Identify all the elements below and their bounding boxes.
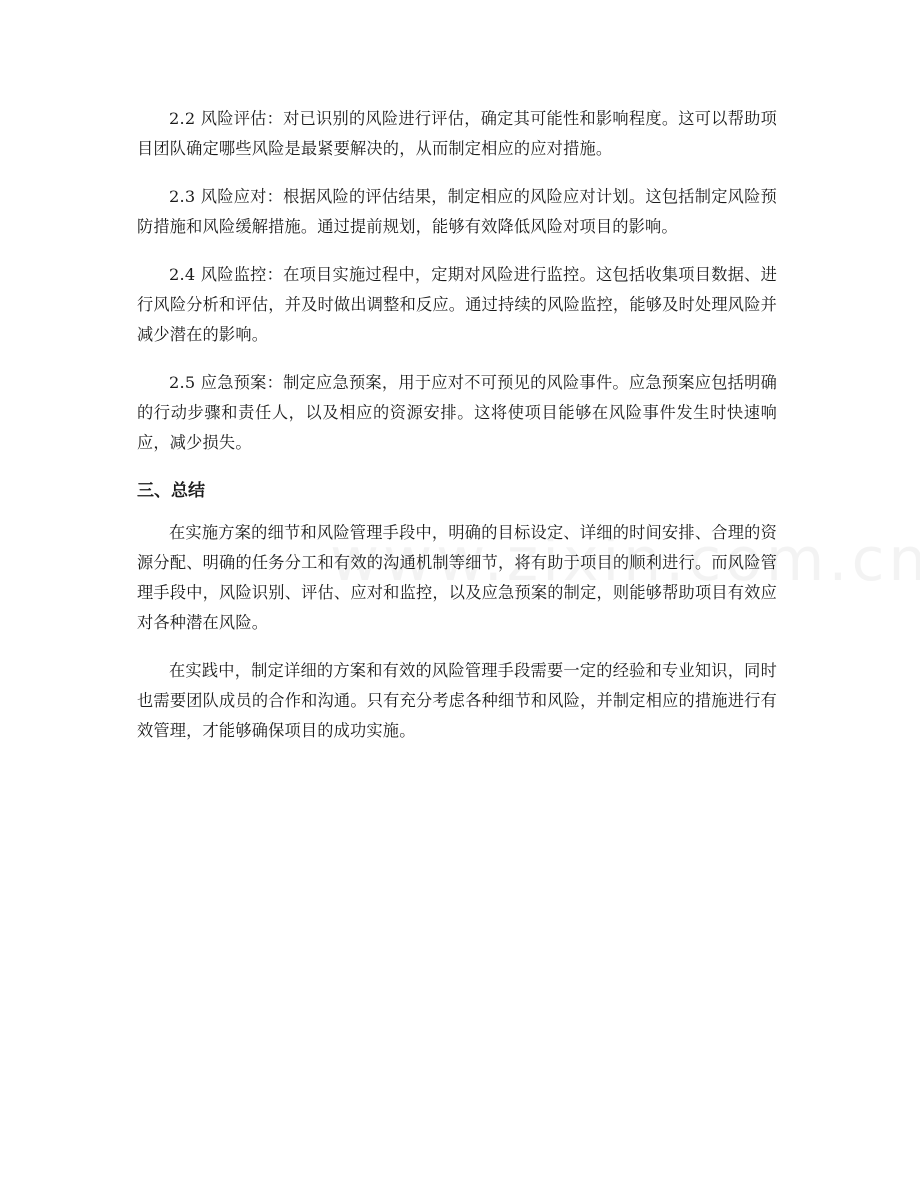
paragraph-risk-assessment: 2.2 风险评估：对已识别的风险进行评估，确定其可能性和影响程度。这可以帮助项目团队确定哪些风险是最紧要解决的，从而制定相应的应对措施。	[137, 109, 777, 158]
paragraph-emergency-plan: 2.5 应急预案：制定应急预案，用于应对不可预见的风险事件。应急预案应包括明确的行动步骤和责任人，以及相应的资源安排。这将使项目能够在风险事件发生时快速响应，减少损失。	[137, 373, 777, 452]
paragraph-summary-1: 在实施方案的细节和风险管理手段中，明确的目标设定、详细的时间安排、合理的资源分配、明确的任务分工和有效的沟通机制等细节，将有助于项目的顺利进行。而风险管理手段中，风险识别、评估、应对和监控，以及应急预案的制定，则能够帮助项目有效应对各种潜在风险。	[137, 523, 777, 632]
paragraph-risk-monitoring: 2.4 风险监控：在项目实施过程中，定期对风险进行监控。这包括收集项目数据、进行风险分析和评估，并及时做出调整和反应。通过持续的风险监控，能够及时处理风险并减少潜在的影响。	[137, 265, 777, 344]
document-body	[137, 104, 777, 764]
paragraph-risk-response: 2.3 风险应对：根据风险的评估结果，制定相应的风险应对计划。这包括制定风险预防措施和风险缓解措施。通过提前规划，能够有效降低风险对项目的影响。	[137, 187, 777, 236]
paragraph-summary-2: 在实践中，制定详细的方案和有效的风险管理手段需要一定的经验和专业知识，同时也需要团队成员的合作和沟通。只有充分考虑各种细节和风险，并制定相应的措施进行有效管理，才能够确保项目的成功实施。	[137, 661, 777, 740]
section-heading-summary: 三、总结	[137, 481, 205, 501]
